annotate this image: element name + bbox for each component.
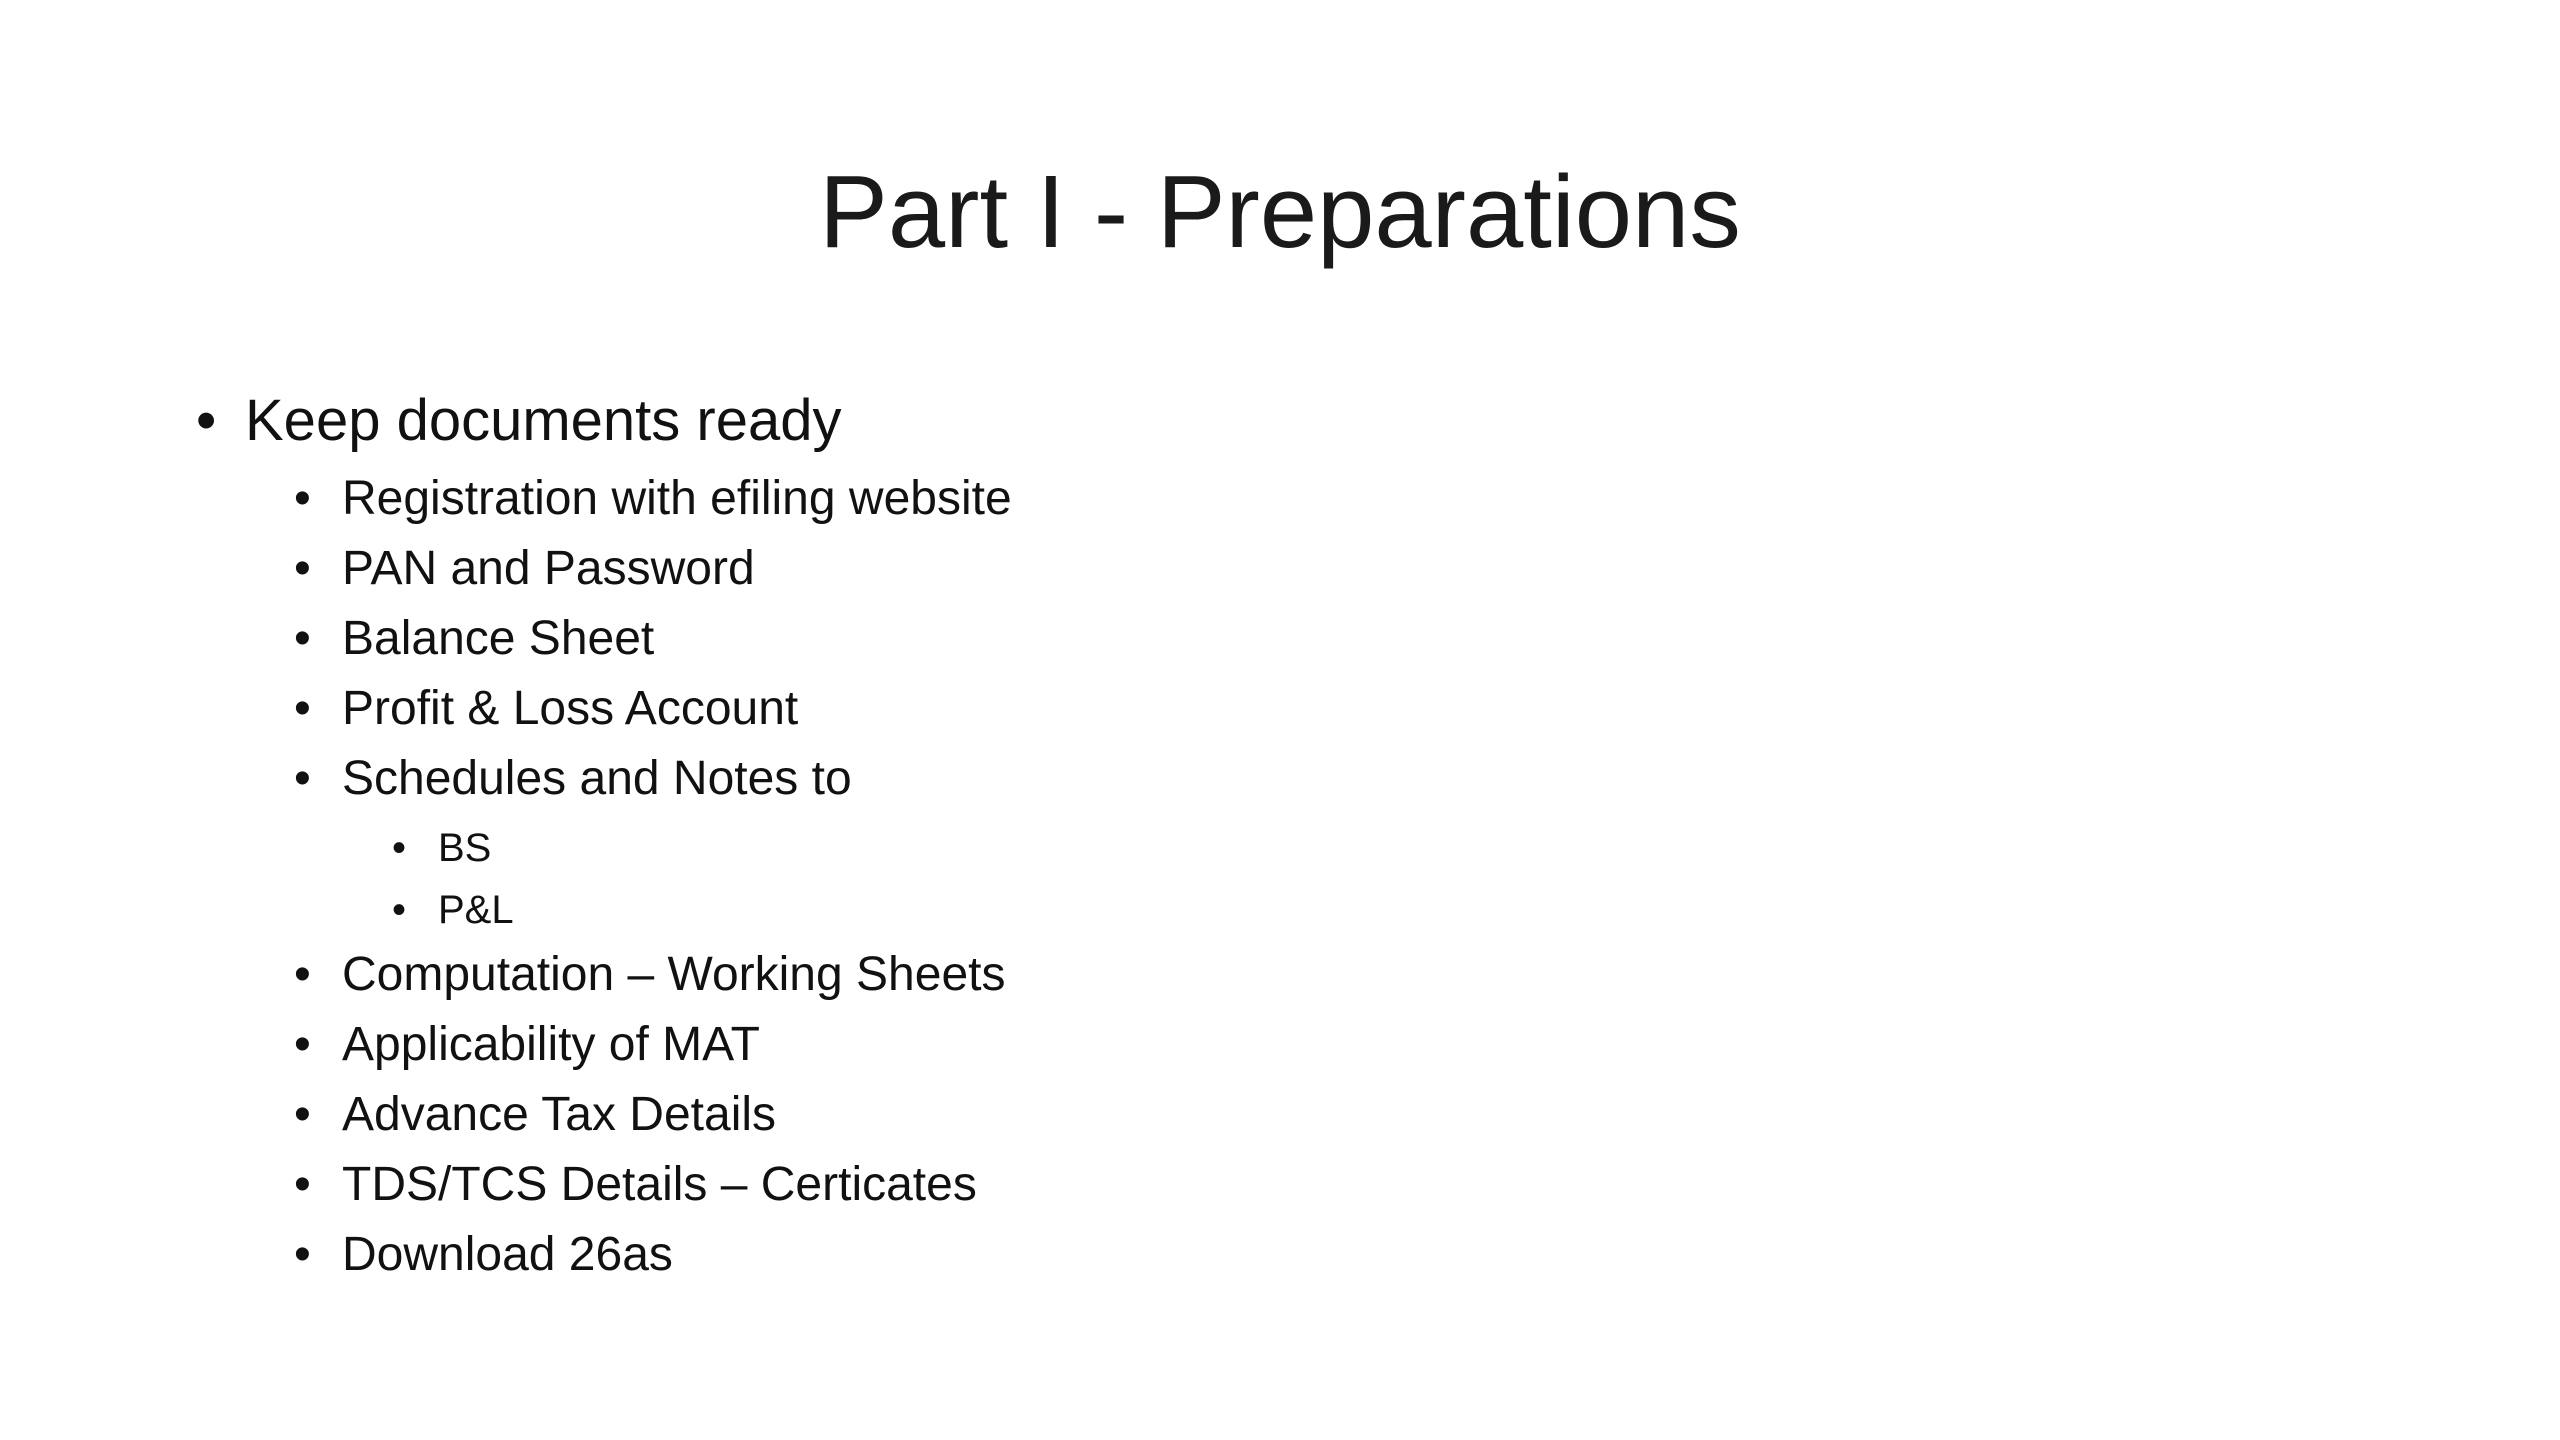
- bullet-dot-icon: •: [294, 752, 311, 805]
- bullet-text: Computation – Working Sheets: [342, 948, 1006, 1001]
- bullet-dot-icon: •: [392, 888, 407, 932]
- bullet-dot-icon: •: [294, 542, 311, 595]
- bullet-text: Applicability of MAT: [342, 1018, 760, 1071]
- bullet-dot-icon: •: [294, 948, 311, 1001]
- bullet-dot-icon: •: [294, 472, 311, 525]
- bullet-text: Balance Sheet: [342, 612, 655, 665]
- bullet-text: P&L: [438, 888, 514, 932]
- bullet-text: Schedules and Notes to: [342, 752, 852, 805]
- bullet-text: PAN and Password: [342, 542, 755, 595]
- bullet-dot-icon: •: [294, 1158, 311, 1211]
- bullet-dot-icon: •: [392, 826, 407, 870]
- bullet-dot-icon: •: [294, 1018, 311, 1071]
- bullet-text: Profit & Loss Account: [342, 682, 799, 735]
- bullet-dot-icon: •: [294, 1088, 311, 1141]
- bullet-text: TDS/TCS Details – Certicates: [342, 1158, 977, 1211]
- bullet-dot-icon: •: [294, 1228, 311, 1281]
- bullet-dot-icon: •: [294, 612, 311, 665]
- slide-title: Part I - Preparations: [819, 154, 1741, 269]
- bullet-dot-icon: •: [196, 388, 217, 453]
- bullet-text: Registration with efiling website: [342, 472, 1012, 525]
- bullet-text: BS: [438, 826, 492, 870]
- bullet-text: Keep documents ready: [245, 388, 842, 453]
- bullet-dot-icon: •: [294, 682, 311, 735]
- bullet-text: Advance Tax Details: [342, 1088, 777, 1141]
- bullet-text: Download 26as: [342, 1228, 673, 1281]
